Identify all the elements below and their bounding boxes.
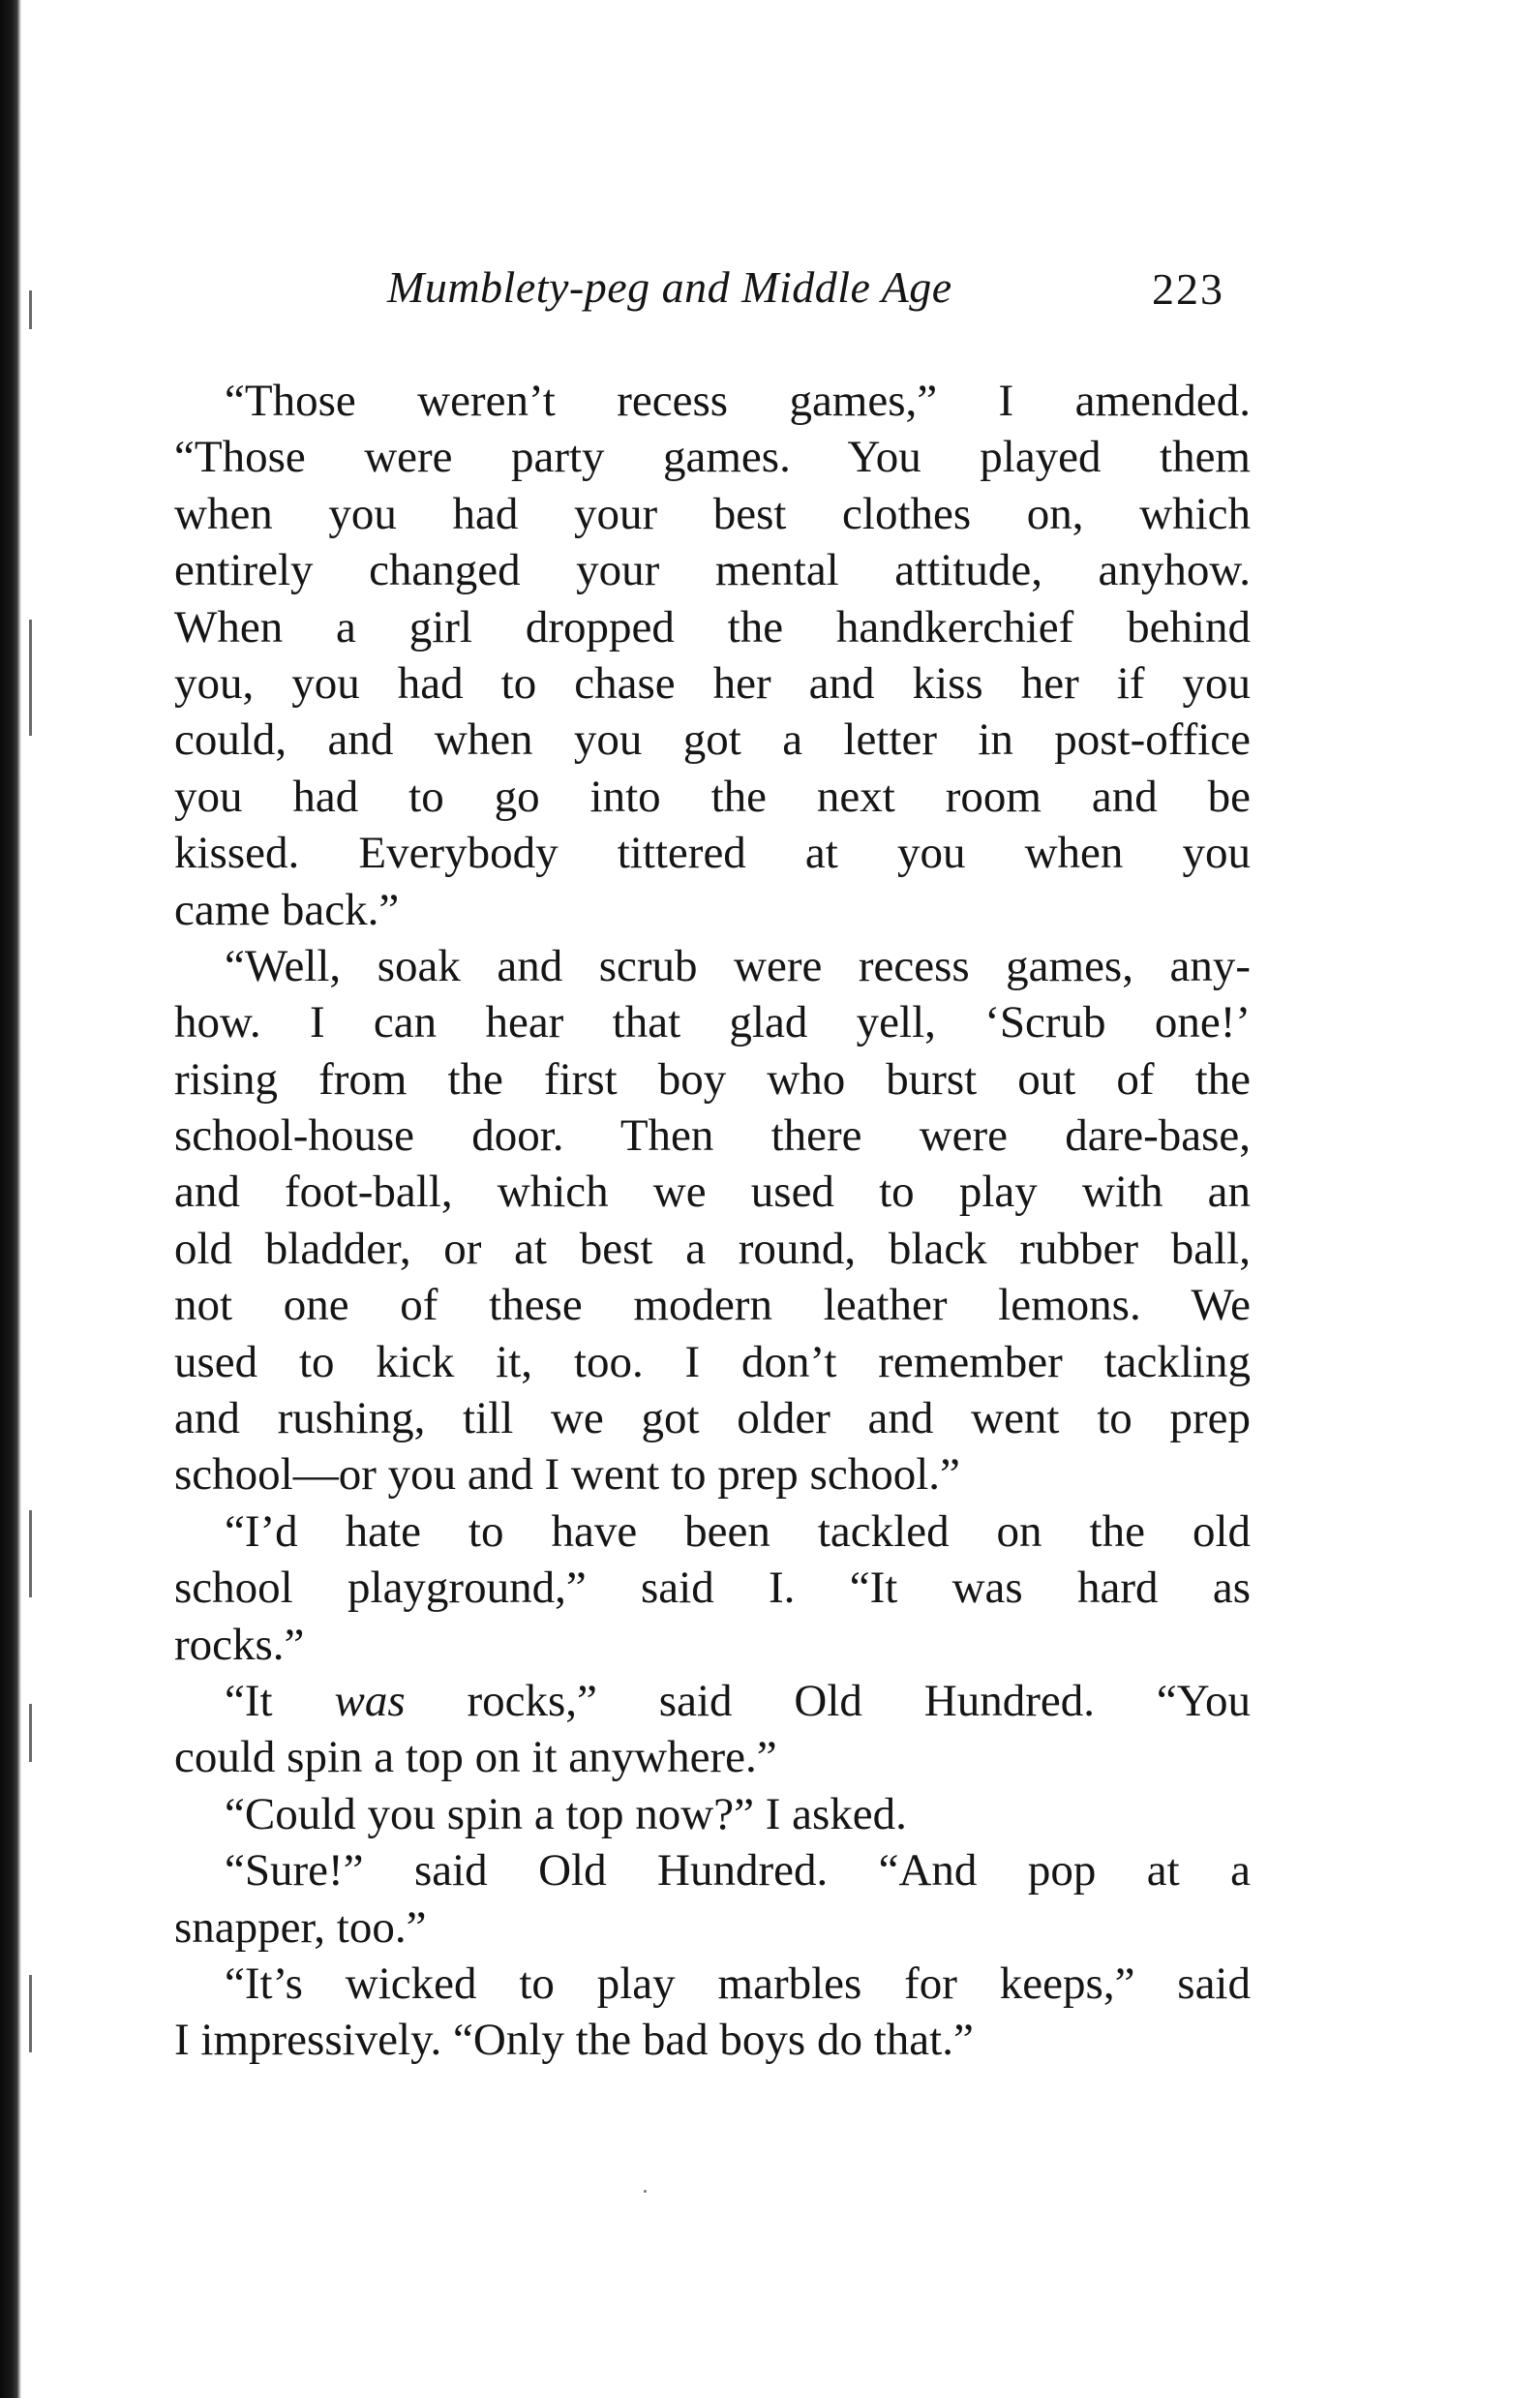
emphasized-word: was <box>334 1675 406 1726</box>
text-line: old bladder, or at best a round, black rubber ball, <box>174 1223 1251 1274</box>
page-number: 223 <box>1152 264 1224 314</box>
text-line: not one of these modern leather lemons. We <box>174 1280 1251 1331</box>
running-head: Mumblety-peg and Middle Age <box>387 262 952 312</box>
text-line: “Well, soak and scrub were recess games, any- <box>225 940 1251 991</box>
book-spine-shadow <box>0 0 21 2398</box>
text-line: “Sure!” said Old Hundred. “And pop at a <box>225 1845 1251 1897</box>
text-line: entirely changed your mental attitude, anyhow. <box>174 545 1251 596</box>
text-line: could spin a top on it anywhere.” <box>174 1732 777 1783</box>
text-line: I impressively. “Only the bad boys do that.” <box>174 2015 974 2066</box>
text-line: school-house door. Then there were dare-base, <box>174 1110 1251 1162</box>
text-segment: rocks,” said Old Hundred. “You <box>405 1675 1251 1726</box>
text-line: how. I can hear that glad yell, ‘Scrub one!’ <box>174 997 1251 1048</box>
text-line: “Those were party games. You played them <box>174 432 1251 483</box>
text-line: could, and when you got a letter in post-office <box>174 714 1251 766</box>
body-text <box>174 373 1251 2069</box>
spine-fleck <box>29 1704 32 1762</box>
text-line: rising from the first boy who burst out of the <box>174 1053 1251 1105</box>
text-line: school—or you and I went to prep school.” <box>174 1449 960 1501</box>
text-line: you had to go into the next room and be <box>174 771 1251 822</box>
text-line: When a girl dropped the handkerchief behind <box>174 601 1251 653</box>
print-speck <box>644 2190 647 2193</box>
text-line: snapper, too.” <box>174 1901 427 1953</box>
text-line: and rushing, till we got older and went to prep <box>174 1393 1251 1444</box>
text-segment: “It <box>225 1675 335 1726</box>
text-line: kissed. Everybody tittered at you when you <box>174 828 1251 879</box>
text-line: “Could you spin a top now?” I asked. <box>225 1788 907 1839</box>
text-line: when you had your best clothes on, which <box>174 488 1251 539</box>
spine-fleck <box>29 1975 32 2052</box>
text-line: came back.” <box>174 884 400 935</box>
text-line: used to kick it, too. I don’t remember tackling <box>174 1336 1251 1387</box>
text-line: and foot-ball, which we used to play with an <box>174 1167 1251 1218</box>
text-line: “It’s wicked to play marbles for keeps,” said <box>225 1958 1251 2009</box>
text-line: “I’d hate to have been tackled on the old <box>225 1505 1251 1557</box>
text-line-with-emphasis <box>174 1673 1251 1729</box>
text-line: you, you had to chase her and kiss her if you <box>174 657 1251 709</box>
text-line: “Those weren’t recess games,” I amended. <box>225 376 1251 426</box>
spine-fleck <box>29 1510 32 1597</box>
text-line: rocks.” <box>174 1619 305 1670</box>
page-header <box>0 261 1540 329</box>
spine-fleck <box>29 620 32 736</box>
text-line: school playground,” said I. “It was hard as <box>174 1563 1251 1614</box>
